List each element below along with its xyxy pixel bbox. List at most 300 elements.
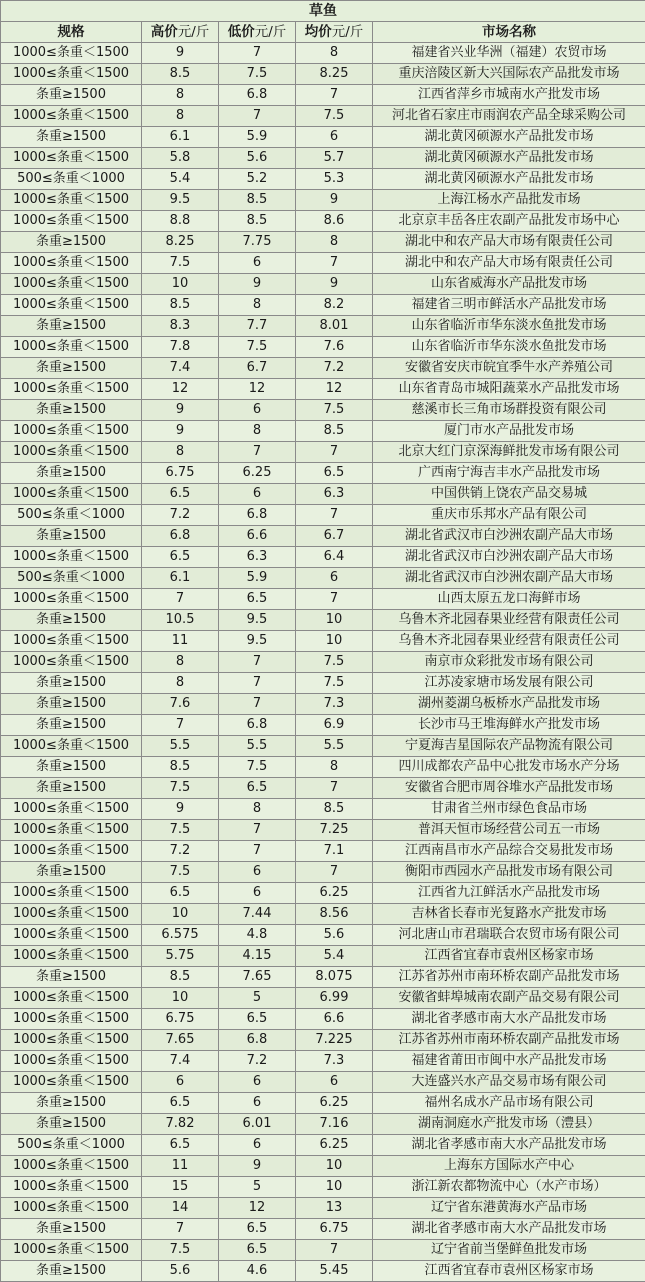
cell-market: 衡阳市西园水产品批发市场有限公司 (373, 862, 645, 883)
cell-spec: 1000≤条重＜1500 (1, 274, 142, 295)
cell-avg-price: 8.075 (296, 967, 373, 988)
table-row (1, 442, 645, 463)
table-row (1, 1009, 645, 1030)
cell-spec: 1000≤条重＜1500 (1, 1156, 142, 1177)
cell-market: 山东省临沂市华东淡水鱼批发市场 (373, 337, 645, 358)
cell-high-price: 5.8 (142, 148, 219, 169)
cell-high-price: 8 (142, 106, 219, 127)
cell-low-price: 7.5 (219, 64, 296, 85)
header-spec: 规格 (1, 22, 142, 43)
header-avg-label: 均价 (304, 24, 332, 40)
cell-avg-price: 6.6 (296, 1009, 373, 1030)
table-row (1, 526, 645, 547)
cell-high-price: 8 (142, 652, 219, 673)
cell-avg-price: 6 (296, 568, 373, 589)
cell-avg-price: 7 (296, 1240, 373, 1261)
cell-low-price: 7.7 (219, 316, 296, 337)
cell-avg-price: 8.25 (296, 64, 373, 85)
cell-high-price: 6.575 (142, 925, 219, 946)
cell-spec: 1000≤条重＜1500 (1, 379, 142, 400)
cell-high-price: 8.3 (142, 316, 219, 337)
cell-low-price: 6.3 (219, 547, 296, 568)
cell-avg-price: 13 (296, 1198, 373, 1219)
cell-avg-price: 5.5 (296, 736, 373, 757)
cell-spec: 1000≤条重＜1500 (1, 43, 142, 64)
cell-spec: 条重≥1500 (1, 232, 142, 253)
cell-spec: 条重≥1500 (1, 967, 142, 988)
table-row (1, 421, 645, 442)
cell-spec: 1000≤条重＜1500 (1, 820, 142, 841)
cell-high-price: 10 (142, 904, 219, 925)
cell-high-price: 12 (142, 379, 219, 400)
cell-avg-price: 8 (296, 757, 373, 778)
table-row (1, 946, 645, 967)
cell-low-price: 7 (219, 106, 296, 127)
table-row (1, 148, 645, 169)
cell-spec: 1000≤条重＜1500 (1, 652, 142, 673)
cell-spec: 条重≥1500 (1, 715, 142, 736)
cell-avg-price: 7.5 (296, 652, 373, 673)
cell-high-price: 6.5 (142, 547, 219, 568)
table-row (1, 967, 645, 988)
cell-high-price: 8 (142, 673, 219, 694)
cell-market: 湖北省孝感市南大水产品批发市场 (373, 1135, 645, 1156)
table-row (1, 1114, 645, 1135)
cell-avg-price: 7.6 (296, 337, 373, 358)
cell-low-price: 6.8 (219, 85, 296, 106)
cell-low-price: 7.5 (219, 337, 296, 358)
cell-spec: 1000≤条重＜1500 (1, 946, 142, 967)
cell-high-price: 9 (142, 799, 219, 820)
cell-market: 四川成都农产品中心批发市场水产分场 (373, 757, 645, 778)
cell-market: 安徽省合肥市周谷堆水产品批发市场 (373, 778, 645, 799)
table-row (1, 106, 645, 127)
cell-high-price: 10 (142, 988, 219, 1009)
cell-spec: 500≤条重＜1000 (1, 568, 142, 589)
cell-high-price: 7.6 (142, 694, 219, 715)
cell-market: 湖北省孝感市南大水产品批发市场 (373, 1009, 645, 1030)
cell-high-price: 7.8 (142, 337, 219, 358)
cell-market: 乌鲁木齐北园春果业经营有限责任公司 (373, 631, 645, 652)
table-row (1, 799, 645, 820)
cell-low-price: 12 (219, 379, 296, 400)
cell-avg-price: 7.16 (296, 1114, 373, 1135)
table-row (1, 190, 645, 211)
cell-low-price: 6 (219, 253, 296, 274)
table-row (1, 904, 645, 925)
cell-low-price: 7.44 (219, 904, 296, 925)
header-row (1, 22, 645, 43)
cell-avg-price: 6.5 (296, 463, 373, 484)
cell-market: 福州名成水产品市场有限公司 (373, 1093, 645, 1114)
cell-market: 河北省石家庄市雨润农产品全球采购公司 (373, 106, 645, 127)
cell-market: 辽宁省前当堡鲜鱼批发市场 (373, 1240, 645, 1261)
cell-market: 山东省青岛市城阳蔬菜水产品批发市场 (373, 379, 645, 400)
cell-high-price: 10 (142, 274, 219, 295)
cell-avg-price: 8.6 (296, 211, 373, 232)
header-high-price (142, 22, 219, 43)
cell-spec: 条重≥1500 (1, 610, 142, 631)
cell-avg-price: 6.4 (296, 547, 373, 568)
cell-spec: 500≤条重＜1000 (1, 1135, 142, 1156)
cell-market: 山东省临沂市华东淡水鱼批发市场 (373, 316, 645, 337)
table-row (1, 589, 645, 610)
cell-avg-price: 6 (296, 127, 373, 148)
cell-high-price: 8.5 (142, 967, 219, 988)
cell-low-price: 6.5 (219, 589, 296, 610)
header-avg-unit: 元/斤 (331, 24, 364, 40)
cell-market: 甘肃省兰州市绿色食品市场 (373, 799, 645, 820)
cell-avg-price: 6 (296, 1072, 373, 1093)
cell-spec: 条重≥1500 (1, 757, 142, 778)
cell-spec: 条重≥1500 (1, 127, 142, 148)
cell-low-price: 4.8 (219, 925, 296, 946)
cell-high-price: 9 (142, 421, 219, 442)
table-row (1, 358, 645, 379)
table-row (1, 463, 645, 484)
cell-spec: 条重≥1500 (1, 85, 142, 106)
cell-high-price: 5.4 (142, 169, 219, 190)
cell-low-price: 6 (219, 862, 296, 883)
cell-market: 重庆市乐邦水产品有限公司 (373, 505, 645, 526)
cell-market: 慈溪市长三角市场群投资有限公司 (373, 400, 645, 421)
cell-avg-price: 7.225 (296, 1030, 373, 1051)
cell-avg-price: 8.5 (296, 421, 373, 442)
table-row (1, 547, 645, 568)
cell-low-price: 5.6 (219, 148, 296, 169)
cell-high-price: 8.5 (142, 757, 219, 778)
cell-high-price: 15 (142, 1177, 219, 1198)
cell-spec: 条重≥1500 (1, 778, 142, 799)
cell-low-price: 6.5 (219, 1009, 296, 1030)
cell-avg-price: 7 (296, 253, 373, 274)
table-row (1, 757, 645, 778)
cell-high-price: 7.5 (142, 862, 219, 883)
cell-avg-price: 6.99 (296, 988, 373, 1009)
cell-high-price: 9.5 (142, 190, 219, 211)
cell-spec: 1000≤条重＜1500 (1, 1177, 142, 1198)
table-row (1, 274, 645, 295)
cell-avg-price: 8.2 (296, 295, 373, 316)
cell-market: 南京市众彩批发市场有限公司 (373, 652, 645, 673)
cell-avg-price: 7 (296, 589, 373, 610)
cell-low-price: 8.5 (219, 190, 296, 211)
cell-low-price: 7.5 (219, 757, 296, 778)
header-high-unit: 元/斤 (177, 24, 210, 40)
cell-low-price: 9.5 (219, 610, 296, 631)
table-row (1, 379, 645, 400)
cell-high-price: 7 (142, 715, 219, 736)
cell-market: 江西省宜春市袁州区杨家市场 (373, 946, 645, 967)
cell-spec: 1000≤条重＜1500 (1, 547, 142, 568)
cell-spec: 1000≤条重＜1500 (1, 295, 142, 316)
cell-low-price: 6 (219, 1072, 296, 1093)
cell-spec: 1000≤条重＜1500 (1, 904, 142, 925)
table-row (1, 1030, 645, 1051)
cell-avg-price: 9 (296, 190, 373, 211)
cell-low-price: 6.6 (219, 526, 296, 547)
header-avg-price (296, 22, 373, 43)
cell-market: 湖北中和农产品大市场有限责任公司 (373, 232, 645, 253)
cell-spec: 1000≤条重＜1500 (1, 337, 142, 358)
cell-spec: 条重≥1500 (1, 358, 142, 379)
table-row (1, 505, 645, 526)
table-row (1, 988, 645, 1009)
cell-low-price: 6.5 (219, 1240, 296, 1261)
cell-high-price: 8 (142, 442, 219, 463)
cell-avg-price: 6.9 (296, 715, 373, 736)
cell-high-price: 6.1 (142, 568, 219, 589)
table-row (1, 1198, 645, 1219)
cell-spec: 1000≤条重＜1500 (1, 925, 142, 946)
cell-low-price: 5 (219, 988, 296, 1009)
cell-low-price: 8 (219, 799, 296, 820)
cell-high-price: 9 (142, 43, 219, 64)
cell-low-price: 5.2 (219, 169, 296, 190)
cell-spec: 1000≤条重＜1500 (1, 190, 142, 211)
cell-high-price: 6 (142, 1072, 219, 1093)
cell-market: 大连盛兴水产品交易市场有限公司 (373, 1072, 645, 1093)
cell-high-price: 8.5 (142, 295, 219, 316)
cell-avg-price: 10 (296, 631, 373, 652)
cell-high-price: 6.5 (142, 1135, 219, 1156)
cell-avg-price: 6.25 (296, 883, 373, 904)
cell-market: 江西南昌市水产品综合交易批发市场 (373, 841, 645, 862)
cell-high-price: 11 (142, 1156, 219, 1177)
cell-spec: 条重≥1500 (1, 1219, 142, 1240)
cell-market: 上海江杨水产品批发市场 (373, 190, 645, 211)
cell-spec: 条重≥1500 (1, 694, 142, 715)
cell-spec: 1000≤条重＜1500 (1, 799, 142, 820)
cell-low-price: 7 (219, 841, 296, 862)
cell-spec: 1000≤条重＜1500 (1, 883, 142, 904)
cell-low-price: 6 (219, 1135, 296, 1156)
cell-spec: 条重≥1500 (1, 400, 142, 421)
table-row (1, 43, 645, 64)
cell-high-price: 7.65 (142, 1030, 219, 1051)
cell-high-price: 7.82 (142, 1114, 219, 1135)
cell-market: 湖北省武汉市白沙洲农副产品大市场 (373, 526, 645, 547)
cell-high-price: 6.5 (142, 883, 219, 904)
cell-market: 河北唐山市君瑞联合农贸市场有限公司 (373, 925, 645, 946)
cell-avg-price: 10 (296, 1156, 373, 1177)
cell-market: 上海东方国际水产中心 (373, 1156, 645, 1177)
cell-high-price: 7 (142, 589, 219, 610)
cell-high-price: 7.5 (142, 778, 219, 799)
cell-market: 湖北中和农产品大市场有限责任公司 (373, 253, 645, 274)
cell-avg-price: 12 (296, 379, 373, 400)
table-row (1, 316, 645, 337)
cell-low-price: 7 (219, 442, 296, 463)
cell-high-price: 7.4 (142, 358, 219, 379)
cell-avg-price: 6.7 (296, 526, 373, 547)
table-row (1, 295, 645, 316)
cell-market: 湖南洞庭水产批发市场（澧县） (373, 1114, 645, 1135)
cell-market: 江苏省苏州市南环桥农副产品批发市场 (373, 967, 645, 988)
cell-low-price: 6.5 (219, 1219, 296, 1240)
cell-high-price: 8.25 (142, 232, 219, 253)
cell-avg-price: 7.2 (296, 358, 373, 379)
cell-low-price: 7 (219, 820, 296, 841)
cell-spec: 1000≤条重＜1500 (1, 841, 142, 862)
cell-spec: 1000≤条重＜1500 (1, 1009, 142, 1030)
cell-spec: 条重≥1500 (1, 1261, 142, 1282)
cell-avg-price: 7.3 (296, 1051, 373, 1072)
cell-spec: 1000≤条重＜1500 (1, 1240, 142, 1261)
cell-spec: 1000≤条重＜1500 (1, 211, 142, 232)
cell-spec: 1000≤条重＜1500 (1, 64, 142, 85)
cell-high-price: 8.8 (142, 211, 219, 232)
table-row (1, 1177, 645, 1198)
cell-market: 湖州菱湖乌板桥水产品批发市场 (373, 694, 645, 715)
cell-low-price: 9.5 (219, 631, 296, 652)
table-row (1, 1261, 645, 1282)
cell-avg-price: 5.45 (296, 1261, 373, 1282)
header-market: 市场名称 (373, 22, 645, 43)
table-row (1, 1156, 645, 1177)
cell-high-price: 7.2 (142, 505, 219, 526)
cell-high-price: 6.75 (142, 463, 219, 484)
table-row (1, 1135, 645, 1156)
cell-avg-price: 7 (296, 862, 373, 883)
cell-high-price: 10.5 (142, 610, 219, 631)
cell-market: 江苏省苏州市南环桥农副产品批发市场 (373, 1030, 645, 1051)
table-body (1, 43, 645, 1282)
cell-low-price: 5.5 (219, 736, 296, 757)
cell-low-price: 9 (219, 1156, 296, 1177)
cell-spec: 1000≤条重＜1500 (1, 1030, 142, 1051)
table-row (1, 778, 645, 799)
cell-high-price: 7.5 (142, 820, 219, 841)
cell-market: 厦门市水产品批发市场 (373, 421, 645, 442)
cell-high-price: 5.5 (142, 736, 219, 757)
cell-market: 北京京丰岳各庄农副产品批发市场中心 (373, 211, 645, 232)
cell-low-price: 5.9 (219, 127, 296, 148)
cell-spec: 1000≤条重＜1500 (1, 1051, 142, 1072)
table-row (1, 883, 645, 904)
cell-avg-price: 7.5 (296, 400, 373, 421)
cell-avg-price: 10 (296, 1177, 373, 1198)
table-row (1, 652, 645, 673)
cell-market: 中国供销上饶农产品交易城 (373, 484, 645, 505)
cell-spec: 条重≥1500 (1, 526, 142, 547)
table-row (1, 631, 645, 652)
table-row (1, 715, 645, 736)
cell-market: 湖北省武汉市白沙洲农副产品大市场 (373, 547, 645, 568)
cell-low-price: 6 (219, 484, 296, 505)
cell-spec: 500≤条重＜1000 (1, 169, 142, 190)
cell-market: 湖北黄冈硕源水产品批发市场 (373, 169, 645, 190)
cell-low-price: 12 (219, 1198, 296, 1219)
table-row (1, 1093, 645, 1114)
table-row (1, 1240, 645, 1261)
cell-low-price: 8 (219, 421, 296, 442)
cell-spec: 1000≤条重＜1500 (1, 442, 142, 463)
cell-avg-price: 10 (296, 610, 373, 631)
cell-market: 江西省宜春市袁州区杨家市场 (373, 1261, 645, 1282)
cell-avg-price: 7.25 (296, 820, 373, 841)
table-row (1, 862, 645, 883)
table-row (1, 925, 645, 946)
cell-low-price: 7.2 (219, 1051, 296, 1072)
cell-high-price: 7.2 (142, 841, 219, 862)
cell-market: 乌鲁木齐北园春果业经营有限责任公司 (373, 610, 645, 631)
table-row (1, 610, 645, 631)
cell-spec: 条重≥1500 (1, 1093, 142, 1114)
table-row (1, 694, 645, 715)
cell-spec: 1000≤条重＜1500 (1, 253, 142, 274)
cell-market: 吉林省长春市光复路水产批发市场 (373, 904, 645, 925)
cell-market: 北京大红门京深海鲜批发市场有限公司 (373, 442, 645, 463)
cell-high-price: 6.75 (142, 1009, 219, 1030)
cell-market: 安徽省蚌埠城南农副产品交易有限公司 (373, 988, 645, 1009)
cell-avg-price: 6.75 (296, 1219, 373, 1240)
cell-low-price: 6.25 (219, 463, 296, 484)
cell-avg-price: 8.5 (296, 799, 373, 820)
table-row (1, 400, 645, 421)
cell-low-price: 4.6 (219, 1261, 296, 1282)
cell-low-price: 6.8 (219, 1030, 296, 1051)
cell-low-price: 8 (219, 295, 296, 316)
cell-market: 湖北黄冈硕源水产品批发市场 (373, 127, 645, 148)
title-row (1, 1, 645, 22)
table-row (1, 253, 645, 274)
cell-market: 辽宁省东港黄海水产品市场 (373, 1198, 645, 1219)
cell-low-price: 6.5 (219, 778, 296, 799)
table-row (1, 232, 645, 253)
cell-avg-price: 7.3 (296, 694, 373, 715)
cell-market: 宁夏海吉星国际农产品物流有限公司 (373, 736, 645, 757)
cell-low-price: 7 (219, 694, 296, 715)
cell-low-price: 5.9 (219, 568, 296, 589)
table-row (1, 736, 645, 757)
table-row (1, 1051, 645, 1072)
cell-high-price: 8 (142, 85, 219, 106)
cell-high-price: 5.6 (142, 1261, 219, 1282)
cell-market: 福建省兴业华洲（福建）农贸市场 (373, 43, 645, 64)
header-low-label: 低价 (227, 24, 255, 40)
cell-low-price: 6.01 (219, 1114, 296, 1135)
cell-high-price: 9 (142, 400, 219, 421)
table-row (1, 568, 645, 589)
table-row (1, 820, 645, 841)
cell-high-price: 6.1 (142, 127, 219, 148)
cell-low-price: 6.8 (219, 715, 296, 736)
cell-spec: 条重≥1500 (1, 673, 142, 694)
cell-low-price: 9 (219, 274, 296, 295)
cell-market: 江西省九江鲜活水产品批发市场 (373, 883, 645, 904)
cell-avg-price: 6.25 (296, 1135, 373, 1156)
cell-high-price: 14 (142, 1198, 219, 1219)
cell-low-price: 7 (219, 43, 296, 64)
cell-high-price: 7.5 (142, 253, 219, 274)
cell-market: 湖北省孝感市南大水产品批发市场 (373, 1219, 645, 1240)
cell-avg-price: 7 (296, 442, 373, 463)
cell-avg-price: 8 (296, 232, 373, 253)
cell-spec: 1000≤条重＜1500 (1, 736, 142, 757)
cell-avg-price: 5.4 (296, 946, 373, 967)
header-high-label: 高价 (150, 24, 178, 40)
cell-spec: 500≤条重＜1000 (1, 505, 142, 526)
cell-low-price: 6 (219, 1093, 296, 1114)
cell-avg-price: 8 (296, 43, 373, 64)
cell-low-price: 6 (219, 400, 296, 421)
cell-low-price: 7.75 (219, 232, 296, 253)
cell-high-price: 8.5 (142, 64, 219, 85)
cell-high-price: 7.5 (142, 1240, 219, 1261)
cell-spec: 条重≥1500 (1, 862, 142, 883)
table-row (1, 1072, 645, 1093)
